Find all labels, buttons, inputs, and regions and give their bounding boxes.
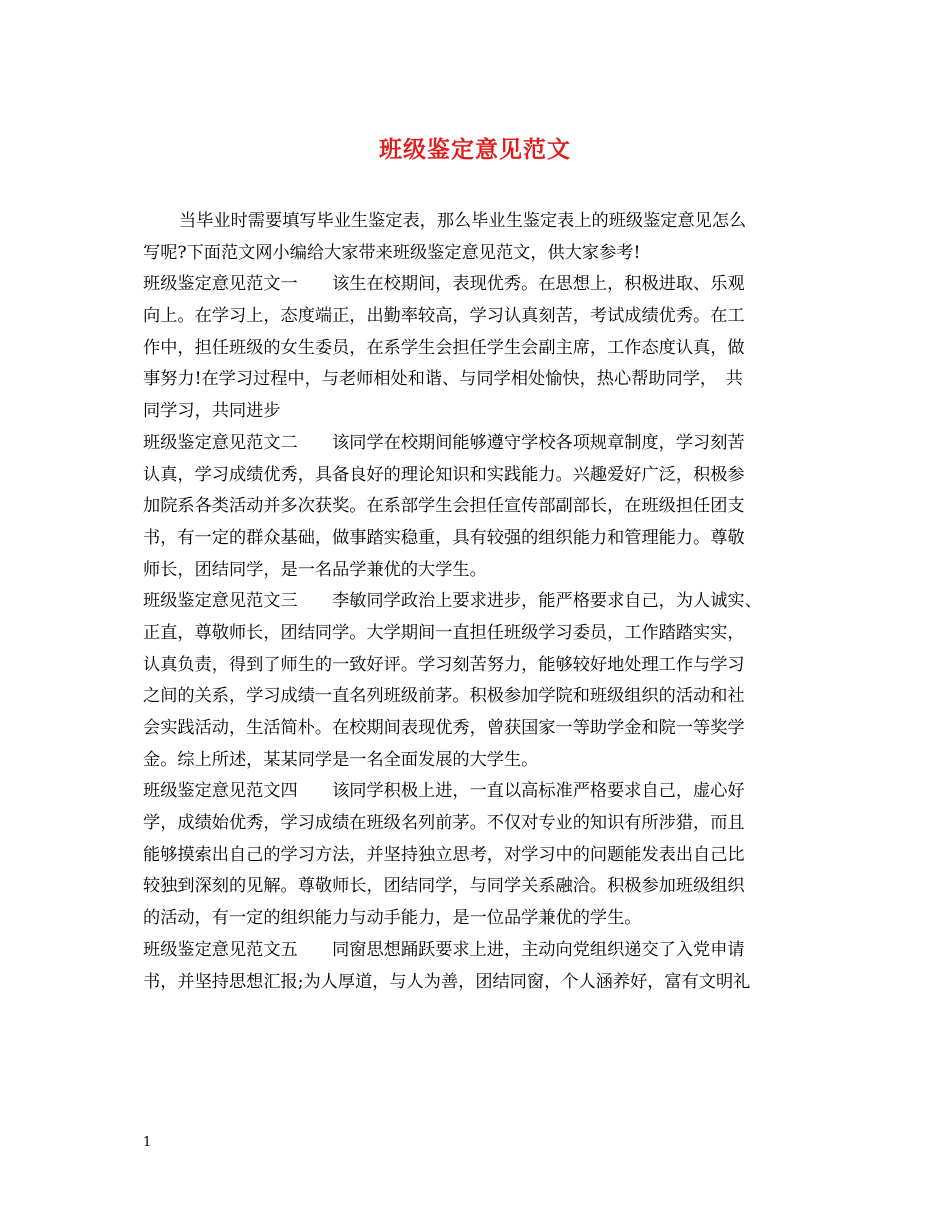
paragraph-line: 作中，担任班级的女生委员，在系学生会担任学生会副主席，工作态度认真，做 (143, 337, 745, 358)
paragraph-line: 向上。在学习上，态度端正，出勤率较高，学习认真刻苦，考试成绩优秀。在工 (143, 306, 745, 327)
paragraph-line: 班级鉴定意见范文四 该同学积极上进，一直以高标准严格要求自己，虚心好 (143, 781, 745, 802)
page-number: 1 (143, 1135, 152, 1150)
paragraph-line: 班级鉴定意见范文二 该同学在校期间能够遵守学校各项规章制度，学习刻苦 (143, 432, 745, 453)
paragraph-line: 加院系各类活动并多次获奖。在系部学生会担任宣传部副部长，在班级担任团支 (143, 496, 745, 517)
paragraph-line: 事努力!在学习过程中，与老师相处和谐、与同学相处愉快，热心帮助同学， 共 (143, 369, 743, 390)
paragraph-line: 较独到深刻的见解。尊敬师长，团结同学，与同学关系融洽。积极参加班级组织 (143, 876, 745, 897)
paragraph-line: 认真，学习成绩优秀，具备良好的理论知识和实践能力。兴趣爱好广泛，积极参 (143, 464, 745, 485)
paragraph-line: 写呢?下面范文网小编给大家带来班级鉴定意见范文，供大家参考! (143, 242, 641, 263)
paragraph-line: 班级鉴定意见范文一 该生在校期间，表现优秀。在思想上，积极进取、乐观 (143, 274, 745, 295)
paragraph-line: 班级鉴定意见范文五 同窗思想踊跃要求上进，主动向党组织递交了入党申请 (143, 939, 745, 960)
paragraph-line: 金。综上所述，某某同学是一名全面发展的大学生。 (143, 749, 539, 770)
paragraph-line: 能够摸索出自己的学习方法，并坚持独立思考，对学习中的问题能发表出自己比 (143, 844, 745, 865)
paragraph-line: 师长，团结同学，是一名品学兼优的大学生。 (143, 559, 487, 580)
paragraph-line: 认真负责，得到了师生的一致好评。学习刻苦努力，能够较好地处理工作与学习 (143, 654, 745, 675)
paragraph-line: 学，成绩始优秀，学习成绩在班级名列前茅。不仅对专业的知识有所涉猎，而且 (143, 813, 745, 834)
document-title: 班级鉴定意见范文 (379, 136, 571, 163)
paragraph-line: 正直，尊敬师长，团结同学。大学期间一直担任班级学习委员，工作踏踏实实， (143, 622, 745, 643)
paragraph-line: 同学习，共同进步 (143, 401, 281, 422)
document-body (143, 206, 823, 998)
paragraph-line: 书，并坚持思想汇报;为人厚道，与人为善，团结同窗，个人涵养好，富有文明礼 (143, 971, 751, 992)
paragraph-line: 会实践活动，生活简朴。在校期间表现优秀，曾获国家一等助学金和院一等奖学 (143, 718, 745, 738)
paragraph-line: 之间的关系，学习成绩一直名列班级前茅。积极参加学院和班级组织的活动和社 (143, 686, 745, 707)
paragraph-line: 班级鉴定意见范文三 李敏同学政治上要求进步，能严格要求自己，为人诚实、 (143, 591, 762, 612)
paragraph-line: 当毕业时需要填写毕业生鉴定表，那么毕业生鉴定表上的班级鉴定意见怎么 (179, 211, 747, 231)
paragraph-line: 书，有一定的群众基础，做事踏实稳重，具有较强的组织能力和管理能力。尊敬 (143, 527, 745, 548)
paragraph-line: 的活动，有一定的组织能力与动手能力，是一位品学兼优的学生。 (143, 908, 642, 929)
